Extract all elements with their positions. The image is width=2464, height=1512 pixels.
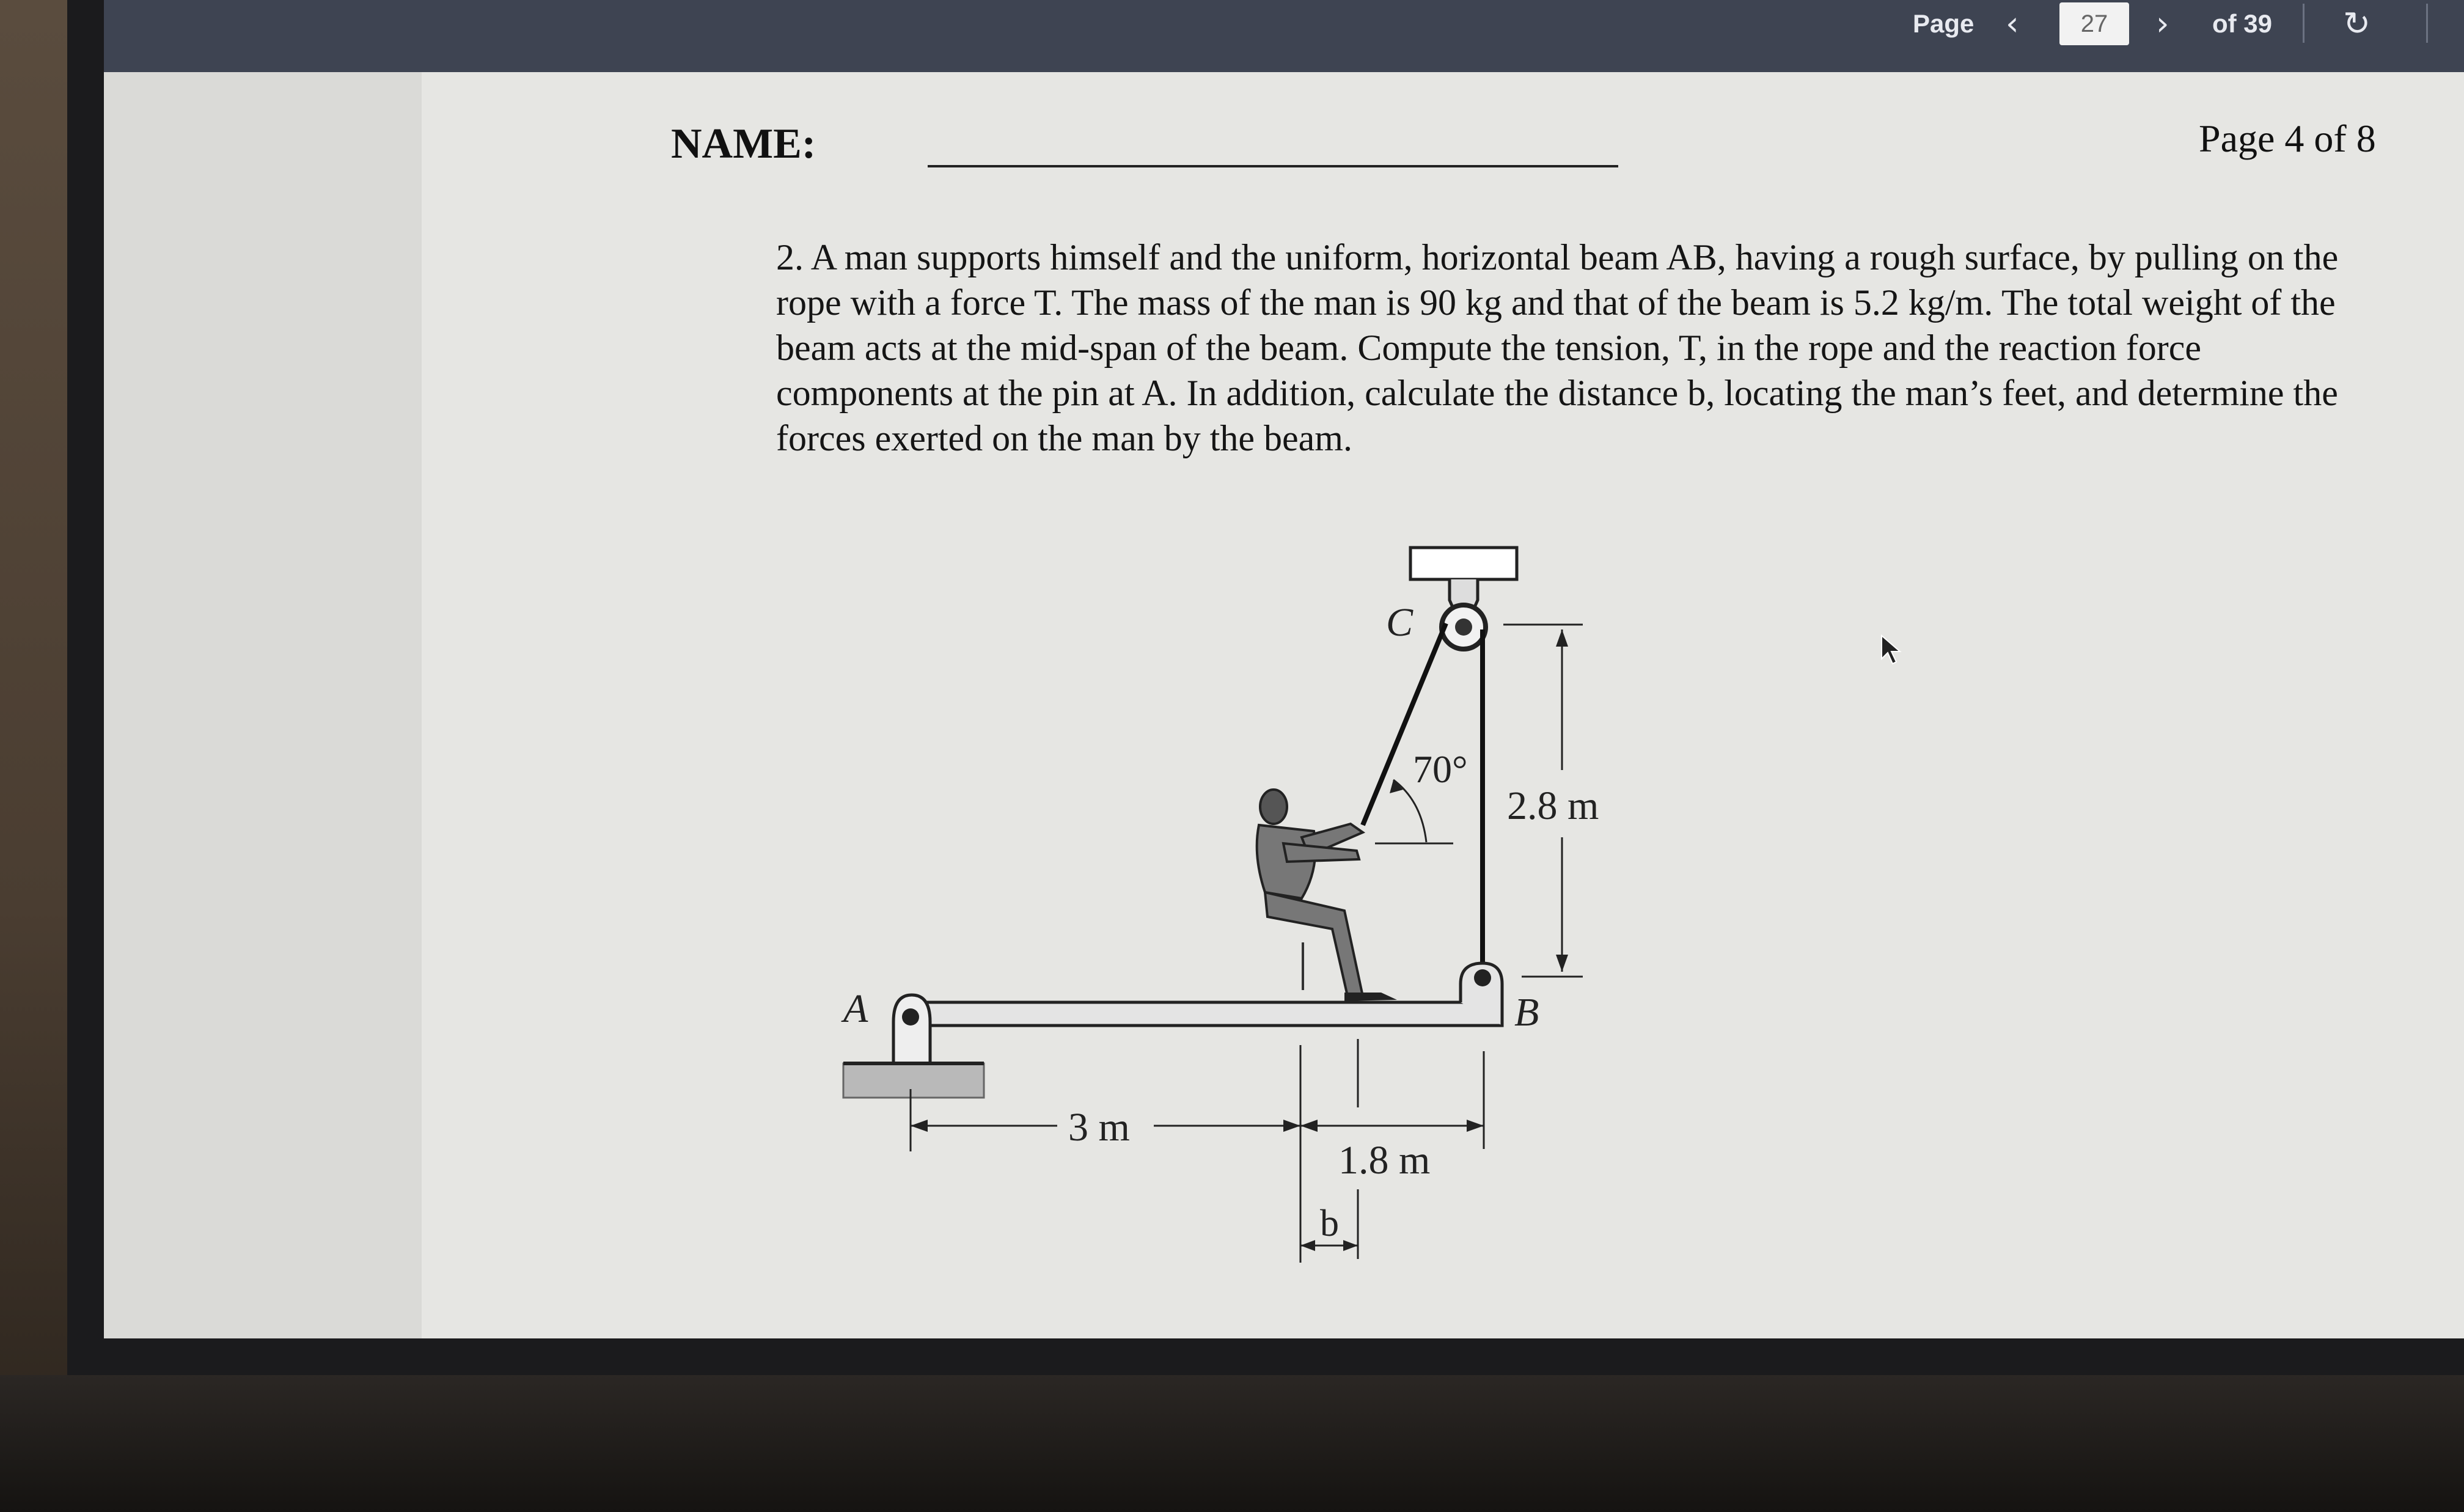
- beam-figure: [104, 0, 2464, 1338]
- problem-line: beam acts at the mid-span of the beam. Compute the tension, T, in the rope and the reaction force: [776, 328, 2202, 368]
- label-c: C: [1386, 600, 1414, 645]
- problem-line: forces exerted on the man by the beam.: [776, 418, 1352, 458]
- problem-line: rope with a force T. The mass of the man is 90 kg and that of the beam is 5.2 kg/m. The total weight of the: [776, 282, 2336, 323]
- label-dim-b: b: [1320, 1203, 1339, 1244]
- pin-support-a: [893, 995, 930, 1063]
- problem-line: 2. A man supports himself and the uniform, horizontal beam AB, having a rough surface, by pulling on the: [776, 237, 2339, 277]
- rope-to-man: [1363, 623, 1446, 825]
- problem-line: components at the pin at A. In addition, calculate the distance b, locating the man’s feet, and determine the: [776, 373, 2338, 413]
- label-span-b: 1.8 m: [1338, 1138, 1431, 1183]
- page-label: Page: [1913, 9, 1975, 38]
- total-pages-label: of 39: [2212, 9, 2273, 38]
- page-indicator: Page 4 of 8: [2199, 117, 2376, 160]
- beam-ab: [909, 1002, 1502, 1026]
- ceiling-block: [1410, 548, 1517, 579]
- screen: [104, 0, 2464, 1338]
- label-span-a: 3 m: [1068, 1105, 1130, 1150]
- name-label: NAME:: [671, 120, 816, 167]
- label-b-point: B: [1514, 990, 1539, 1035]
- label-a: A: [843, 986, 868, 1031]
- mouse-cursor-icon: [1879, 634, 1904, 666]
- chevron-right-icon[interactable]: ›: [2156, 4, 2169, 43]
- label-angle: 70°: [1413, 747, 1468, 791]
- label-height: 2.8 m: [1507, 784, 1599, 828]
- desk-area: [0, 1375, 2464, 1512]
- man-figure: [1257, 790, 1397, 1001]
- ground-a: [843, 1063, 984, 1098]
- chevron-left-icon[interactable]: ‹: [2006, 4, 2019, 43]
- page-number-input[interactable]: 27: [2059, 2, 2129, 45]
- refresh-icon[interactable]: ↻: [2343, 4, 2371, 43]
